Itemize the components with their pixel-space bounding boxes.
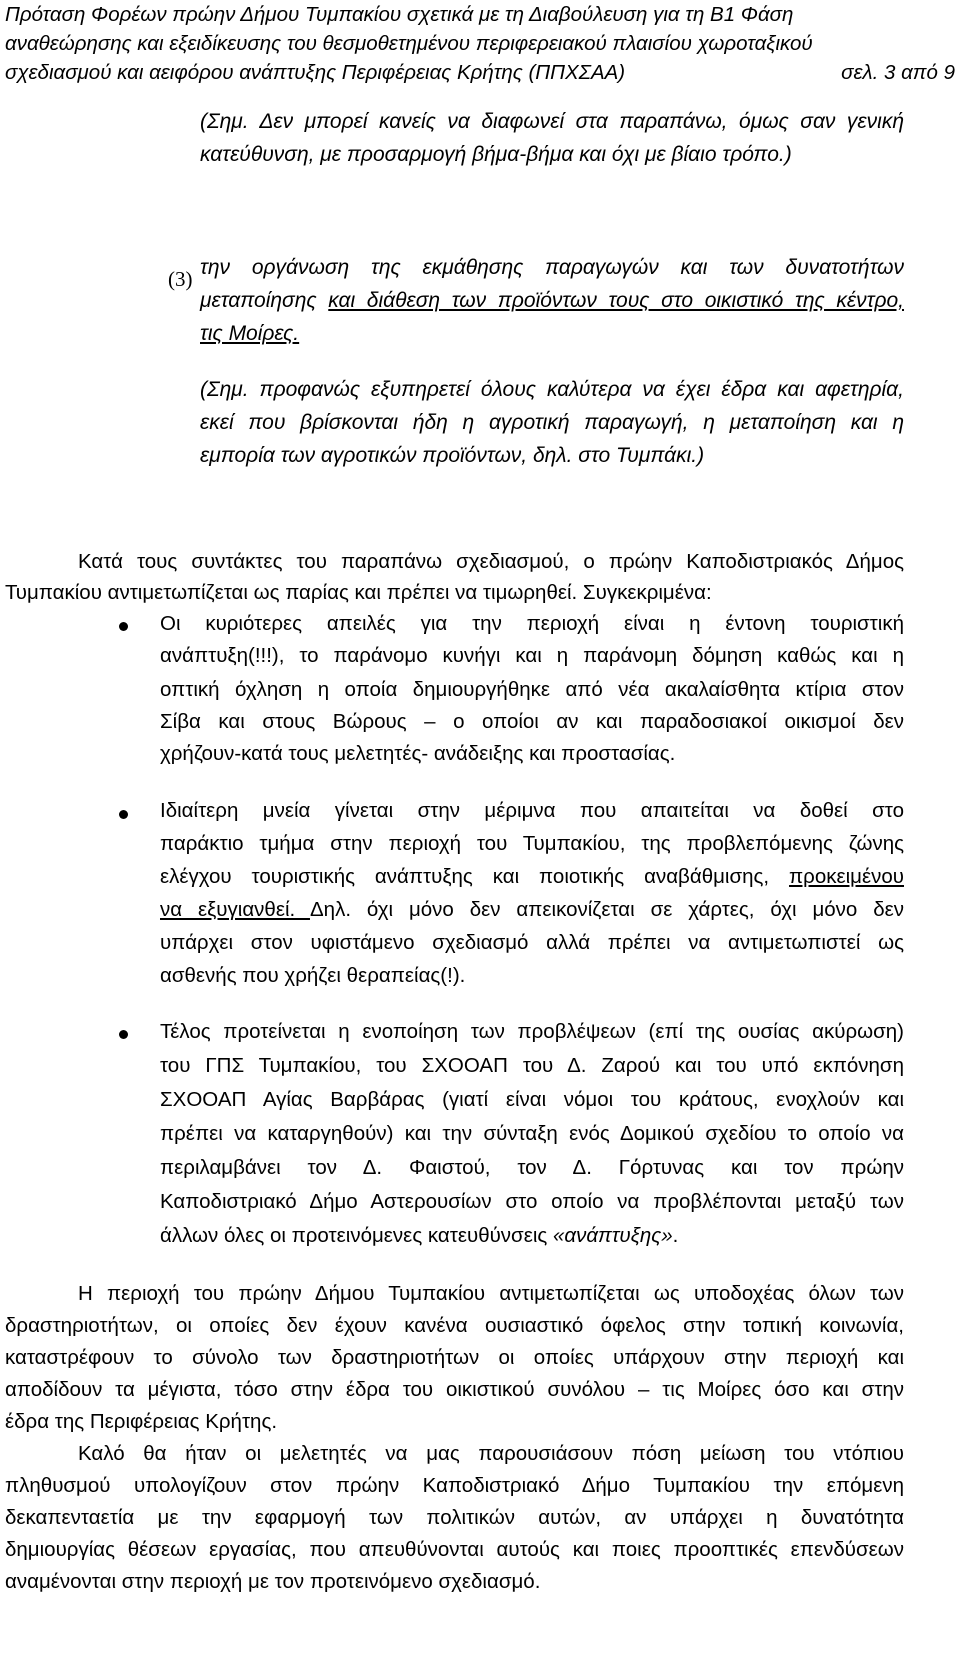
para-2-line-1: Καλό θα ήταν οι μελετητές να μας παρουσιάσουν πόση μείωση του ντόπιου: [78, 1442, 904, 1465]
para-2-line-2: πληθυσμού υπολογίζουν στον πρώην Καποδιστριακό Δήμο Τυμπακίου την επόμενη: [5, 1474, 904, 1497]
page-header: [5, 0, 955, 87]
item-3-line-3: τις Μοίρες.: [200, 322, 300, 345]
bullet-3-line-2: του ΓΠΣ Τυμπακίου, του ΣΧΟΟΑΠ του Δ. Ζαρού και του υπό εκπόνηση: [160, 1054, 904, 1077]
para-1-line-5: έδρα της Περιφέρειας Κρήτης.: [5, 1410, 278, 1433]
header-line-1: Πρόταση Φορέων πρώην Δήμου Τυμπακίου σχετικά με τη Διαβούλευση για τη Β1 Φάση: [5, 3, 794, 26]
para-1-line-3: καταστρέφουν το σύνολο των δραστηριοτήτων οι οποίες υπάρχουν στην περιοχή και: [5, 1346, 904, 1369]
bullet-1-line-4: Σίβα και στους Βώρους – ο οποίοι αν και παραδοσιακοί οικισμοί δεν: [160, 710, 904, 733]
item-3-line-1: την οργάνωση της εκμάθησης παραγωγών και των δυνατοτήτων: [200, 256, 904, 279]
bullet-2-line-5: υπάρχει στον υφιστάμενο σχεδιασμό αλλά πρέπει να αντιμετωπιστεί ως: [160, 931, 904, 954]
bullet-dot: [119, 1030, 128, 1039]
bullet-2-line-3: ελέγχου τουριστικής ανάπτυξης και ποιοτικής αναβάθμισης, προκειμένου: [160, 865, 904, 888]
note-2-line-3: εμπορία των αγροτικών προϊόντων, δηλ. στο Τυμπάκι.): [200, 444, 705, 467]
bullet-3-line-1: Τέλος προτείνεται η ενοποίηση των προβλέψεων (επί της ουσίας ακύρωση): [160, 1020, 904, 1043]
item-3-line-2: [200, 284, 904, 317]
note-1-line-1: (Σημ. Δεν μπορεί κανείς να διαφωνεί στα παραπάνω, όμως σαν γενική: [200, 110, 904, 133]
note-1-line-2: κατεύθυνση, με προσαρμογή βήμα-βήμα και όχι με βίαιο τρόπο.): [200, 143, 792, 166]
bullet-3-line-3: ΣΧΟΟΑΠ Αγίας Βαρβάρας (γιατί είναι νόμοι του κράτους, ενοχλούν και: [160, 1088, 904, 1111]
para-1-line-1: Η περιοχή του πρώην Δήμου Τυμπακίου αντιμετωπίζεται ως υποδοχέας όλων των: [78, 1282, 904, 1305]
para-2-line-4: δημιουργίας θέσεων εργασίας, που απευθύνονται αυτούς και ποιες προοπτικές επενδύσεων: [5, 1538, 904, 1561]
page-number: σελ. 3 από 9: [841, 61, 955, 84]
bullet-1-line-1: Οι κυριότερες απειλές για την περιοχή είναι η έντονη τουριστική: [160, 612, 904, 635]
item-3: [200, 251, 904, 350]
bullet-dot: [119, 622, 128, 631]
item-3-number: (3): [168, 267, 193, 291]
note-2-line-2: εκεί που βρίσκονται ήδη η αγροτική παραγωγή, η μεταποίηση και η: [200, 411, 904, 434]
bullet-2-line-6: ασθενής που χρήζει θεραπείας(!).: [160, 964, 466, 987]
bullet-1-line-3: οπτική όχληση η οποία δημιουργήθηκε από νέα ακαλαίσθητα κτίρια στον: [160, 678, 904, 701]
intro-line-1: Κατά τους συντάκτες του παραπάνω σχεδιασμού, ο πρώην Καποδιστριακός Δήμος: [78, 550, 904, 573]
para-2-line-3: δεκαπενταετία με την εφαρμογή των πολιτικών αυτών, αν υπάρχει η δυνατότητα: [5, 1506, 904, 1529]
note-1: [200, 105, 904, 171]
bullet-dot: [119, 810, 128, 819]
note-2: [200, 373, 904, 472]
bullet-2-line-2: παράκτιο τμήμα στην περιοχή του Τυμπακίου, της προβλεπόμενης ζώνης: [160, 832, 904, 855]
para-1-line-2: δραστηριοτήτων, οι οποίες δεν έχουν κανένα ουσιαστικό όφελος στην τοπική κοινωνία,: [5, 1314, 904, 1337]
para-2-line-5: αναμένονται στην περιοχή με τον προτεινόμενο σχεδιασμό.: [5, 1570, 541, 1593]
header-line-3: σχεδιασμού και αειφόρου ανάπτυξης Περιφέρειας Κρήτης (ΠΠΧΣΑΑ): [5, 61, 626, 84]
para-1-line-4: αποδίδουν τα μέγιστα, τόσο στην έδρα του οικιστικού συνόλου – τις Μοίρες όσο και στην: [5, 1378, 904, 1401]
bullet-1-line-5: χρήζουν-κατά τους μελετητές- ανάδειξης και προστασίας.: [160, 742, 676, 765]
intro-line-2: Τυμπακίου αντιμετωπίζεται ως παρίας και πρέπει να τιμωρηθεί. Συγκεκριμένα:: [5, 581, 712, 604]
bullet-2-line-1: Ιδιαίτερη μνεία γίνεται στην μέριμνα που απαιτείται να δοθεί στο: [160, 799, 904, 822]
item-3-line-2b: και διάθεση των προϊόντων τους στο οικιστικό της κέντρο,: [328, 289, 904, 312]
bullet-3-line-4: πρέπει να καταργηθούν) και την σύνταξη ενός Δομικού σχεδίου το οποίο να: [160, 1122, 904, 1145]
bullet-1-line-2: ανάπτυξη(!!!), το παράνομο κυνήγι και η παράνομη δόμηση καθώς και η: [160, 644, 904, 667]
bullet-3-line-5: περιλαμβάνει τον Δ. Φαιστού, τον Δ. Γόρτυνας και τον πρώην: [160, 1156, 904, 1179]
item-3-line-2a: μεταποίησης: [200, 289, 329, 312]
note-2-line-1: (Σημ. προφανώς εξυπηρετεί όλους καλύτερα να έχει έδρα και αφετηρία,: [200, 378, 904, 401]
bullet-3-line-6: Καποδιστριακό Δήμο Αστερουσίων στο οποίο να προβλέπονται μεταξύ των: [160, 1190, 904, 1213]
bullet-3-line-7: άλλων όλες οι προτεινόμενες κατευθύνσεις «ανάπτυξης».: [160, 1224, 679, 1247]
header-line-2: αναθεώρησης και εξειδίκευσης του θεσμοθετημένου περιφερειακού πλαισίου χωροταξικού: [5, 32, 813, 55]
bullet-2-line-4: να εξυγιανθεί. Δηλ. όχι μόνο δεν απεικονίζεται σε χάρτες, όχι μόνο δεν: [160, 898, 905, 921]
